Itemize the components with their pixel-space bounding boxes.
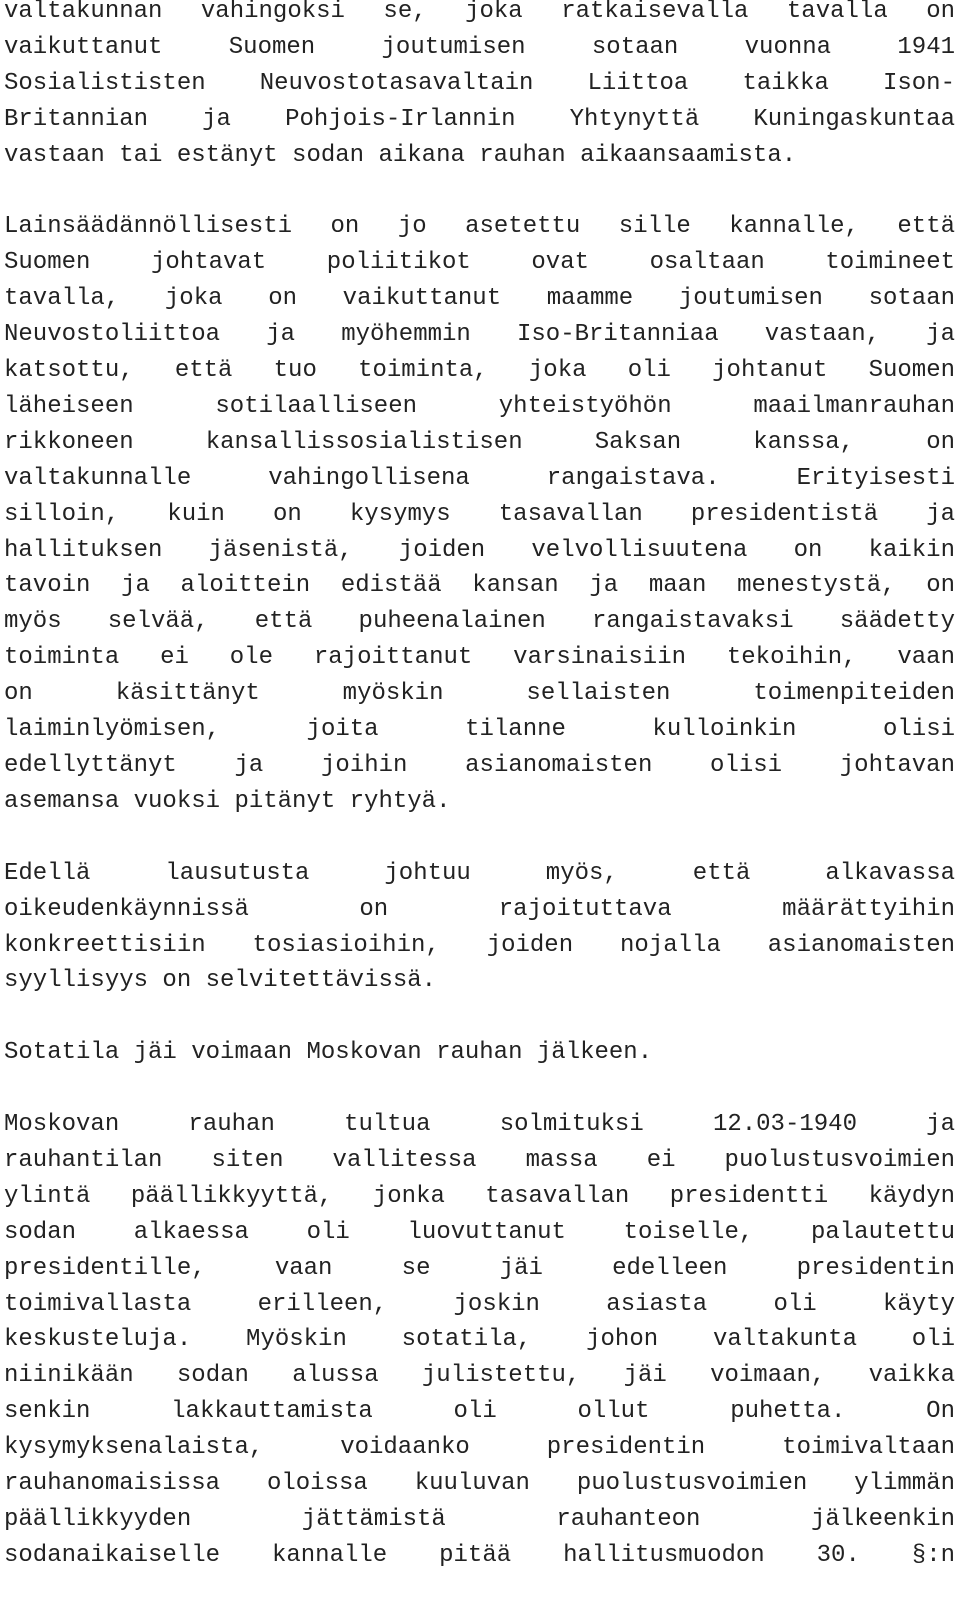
text-line: senkin lakkauttamista oli ollut puhetta. On (4, 1398, 955, 1426)
paragraph-5 (4, 1107, 955, 1574)
text-line: oikeudenkäynnissä on rajoituttava määrättyihin (4, 895, 955, 923)
text-line: edellyttänyt ja joihin asianomaisten olisi johtavan (4, 752, 955, 780)
text-line: myös selvää, että puheenalainen rangaistavaksi säädetty (4, 608, 955, 636)
text-line: sodan alkaessa oli luovuttanut toiselle, palautettu (4, 1218, 955, 1246)
text-line: keskusteluja. Myöskin sotatila, johon valtakunta oli (4, 1326, 955, 1354)
text-line: rauhantilan siten vallitessa massa ei puolustusvoimien (4, 1146, 955, 1174)
text-line: laiminlyömisen, joita tilanne kulloinkin olisi (4, 716, 955, 744)
paragraph-3 (4, 856, 955, 1000)
text-line: kysymyksenalaista, voidaanko presidentin toimivaltaan (4, 1434, 955, 1462)
text-line: syyllisyys on selvitettävissä. (4, 967, 437, 995)
text-line: Lainsäädännöllisesti on jo asetettu sille kannalle, että (4, 213, 955, 241)
text-line: presidentille, vaan se jäi edelleen presidentin (4, 1254, 955, 1282)
text-line: rikkoneen kansallissosialistisen Saksan kanssa, on (4, 428, 955, 456)
text-line: tavalla, joka on vaikuttanut maamme joutumisen sotaan (4, 285, 955, 313)
text-line: sodanaikaiselle kannalle pitää hallitusmuodon 30. §:n (4, 1541, 955, 1569)
text-line: asemansa vuoksi pitänyt ryhtyä. (4, 787, 451, 815)
text-line: Sotatila jäi voimaan Moskovan rauhan jälkeen. (4, 1039, 653, 1067)
text-line: Moskovan rauhan tultua solmituksi 12.03-1940 ja (4, 1111, 955, 1139)
paragraph-2 (4, 209, 955, 819)
text-line: läheiseen sotilaalliseen yhteistyöhön maailmanrauhan (4, 392, 955, 420)
text-line: niinikään sodan alussa julistettu, jäi voimaan, vaikka (4, 1362, 955, 1390)
text-line: vaikuttanut Suomen joutumisen sotaan vuonna 1941 (4, 33, 955, 61)
text-line: Sosialististen Neuvostotasavaltain Liittoa taikka Ison- (4, 69, 955, 97)
paragraph-1 (4, 0, 955, 174)
document-page (4, 0, 955, 1610)
text-line: Edellä lausutusta johtuu myös, että alkavassa (4, 859, 955, 887)
text-line: toiminta ei ole rajoittanut varsinaisiin tekoihin, vaan (4, 644, 955, 672)
text-line: valtakunnalle vahingollisena rangaistava. Erityisesti (4, 464, 955, 492)
text-line: ylintä päällikkyyttä, jonka tasavallan presidentti käydyn (4, 1182, 955, 1210)
text-line: on käsittänyt myöskin sellaisten toimenpiteiden (4, 680, 955, 708)
text-line: konkreettisiin tosiasioihin, joiden nojalla asianomaisten (4, 931, 955, 959)
text-line: valtakunnan vahingoksi se, joka ratkaisevalla tavalla on (4, 0, 955, 25)
text-line: Suomen johtavat poliitikot ovat osaltaan toimineet (4, 249, 955, 277)
text-line: päällikkyyden jättämistä rauhanteon jälkeenkin (4, 1506, 955, 1533)
text-line: toimivallasta erilleen, joskin asiasta oli käyty (4, 1290, 955, 1318)
text-line: Britannian ja Pohjois-Irlannin Yhtynyttä Kuningaskuntaa (4, 105, 955, 133)
paragraph-4 (4, 1035, 955, 1071)
text-line: katsottu, että tuo toiminta, joka oli johtanut Suomen (4, 357, 955, 385)
text-line: vastaan tai estänyt sodan aikana rauhan aikaansaamista. (4, 141, 797, 169)
text-line: silloin, kuin on kysymys tasavallan presidentistä ja (4, 500, 955, 528)
text-line: Neuvostoliittoa ja myöhemmin Iso-Britanniaa vastaan, ja (4, 321, 955, 349)
text-line: rauhanomaisissa oloissa kuuluvan puolustusvoimien ylimmän (4, 1470, 955, 1498)
text-line: hallituksen jäsenistä, joiden velvollisuutena on kaikin (4, 536, 955, 564)
text-line: tavoin ja aloittein edistää kansan ja maan menestystä, on (4, 572, 955, 600)
